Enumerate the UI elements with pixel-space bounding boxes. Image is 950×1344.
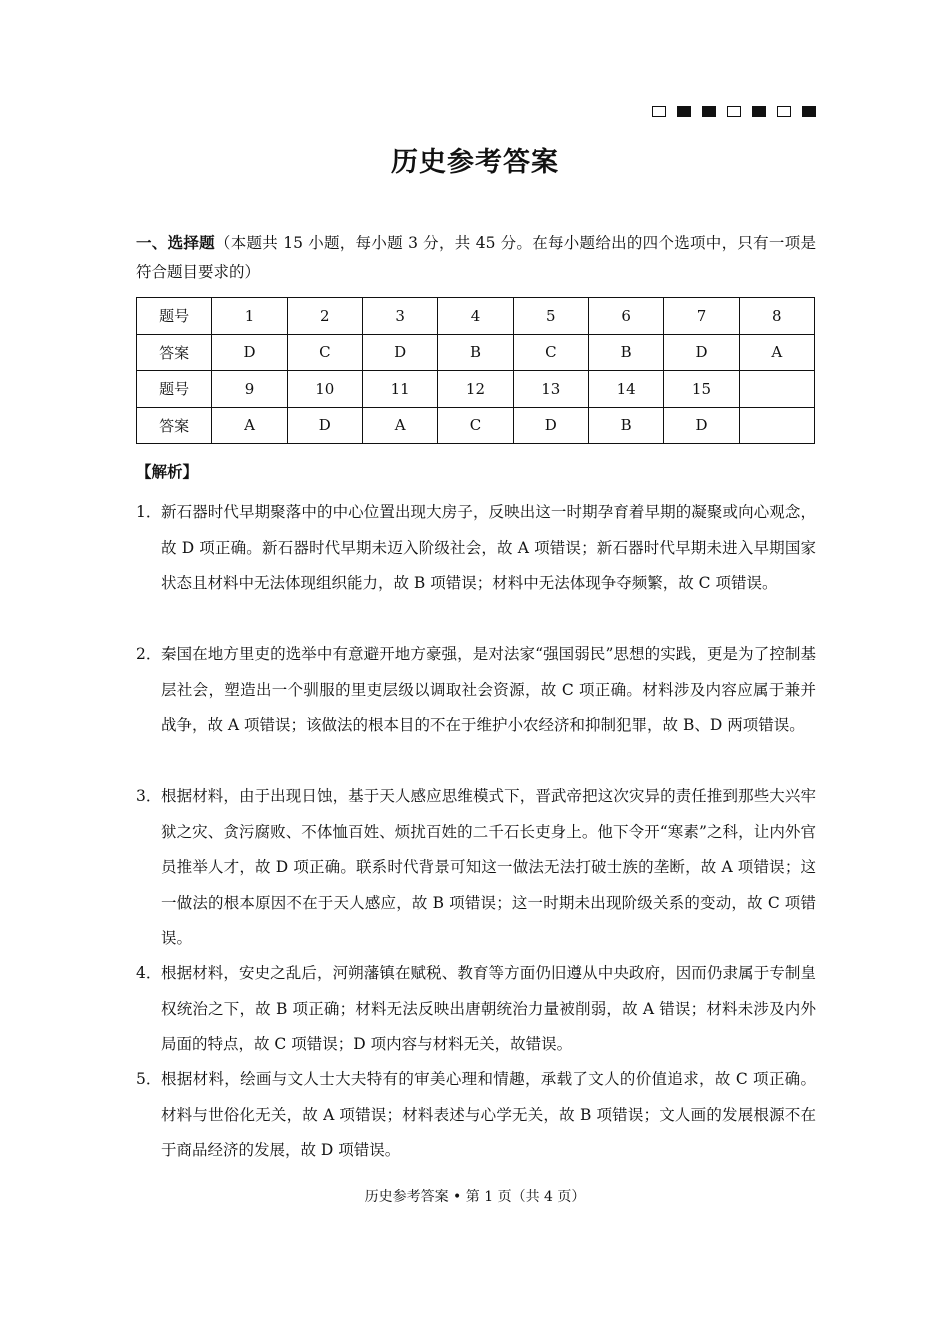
- empty-square-mark: [652, 106, 666, 117]
- table-cell: B: [438, 334, 513, 371]
- section-instructions: [136, 228, 816, 287]
- table-cell: 4: [438, 298, 513, 335]
- table-row-header: 答案: [137, 407, 212, 444]
- header-code-marks: [652, 106, 816, 117]
- table-cell: 2: [287, 298, 362, 335]
- answer-table-row: [137, 407, 815, 444]
- explanation-text: 新石器时代早期聚落中的中心位置出现大房子，反映出这一时期孕育着早期的凝聚或向心观念，故 D 项正确。新石器时代早期未迈入阶级社会，故 A 项错误；新石器时代早期未进入早期国家状态且材料中无法体现组织能力，故 B 项错误；材料中无法体现争夺频繁，故 C 项错误。: [161, 503, 816, 592]
- filled-square-mark: [802, 106, 816, 117]
- explanation-text: 根据材料，由于出现日蚀，基于天人感应思维模式下，晋武帝把这次灾异的责任推到那些大兴牢狱之灾、贪污腐败、不体恤百姓、烦扰百姓的二千石长吏身上。他下令开“寒素”之科，让内外官员推举人才，故 D 项正确。联系时代背景可知这一做法无法打破士族的垄断，故 A 项错误；这一做法的根本原因不在于天人感应，故 B 项错误；这一时期未出现阶级关系的变动，故 C 项错误。: [161, 787, 816, 947]
- explanation-item: [136, 495, 816, 602]
- explanation-item: [136, 956, 816, 1063]
- table-cell: C: [513, 334, 588, 371]
- explanation-item: [136, 637, 816, 744]
- table-cell: 1: [212, 298, 287, 335]
- table-cell: A: [212, 407, 287, 444]
- filled-square-mark: [752, 106, 766, 117]
- section-instruction: （本题共 15 小题，每小题 3 分，共 45 分。在每小题给出的四个选项中，只有一项是符合题目要求的）: [136, 234, 816, 281]
- table-row-header: 题号: [137, 371, 212, 408]
- table-cell: 14: [588, 371, 663, 408]
- table-cell: D: [664, 334, 739, 371]
- table-cell: B: [588, 334, 663, 371]
- table-cell: 9: [212, 371, 287, 408]
- explanation-number: 5．: [136, 1070, 162, 1088]
- table-cell: D: [287, 407, 362, 444]
- explanation-text: 秦国在地方里吏的选举中有意避开地方豪强，是对法家“强国弱民”思想的实践，更是为了控制基层社会，塑造出一个驯服的里吏层级以调取社会资源，故 C 项正确。材料涉及内容应属于兼并战争，故 A 项错误；该做法的根本目的不在于维护小农经济和抑制犯罪，故 B、D 两项错误。: [161, 645, 816, 734]
- explanation-number: 4．: [136, 964, 162, 982]
- filled-square-mark: [702, 106, 716, 117]
- empty-square-mark: [727, 106, 741, 117]
- table-row-header: 题号: [137, 298, 212, 335]
- answer-table-row: [137, 371, 815, 408]
- explanation-number: 3．: [136, 787, 162, 805]
- table-cell: A: [739, 334, 814, 371]
- table-cell: D: [513, 407, 588, 444]
- table-cell: D: [212, 334, 287, 371]
- table-cell: 12: [438, 371, 513, 408]
- table-cell: [739, 407, 814, 444]
- explanation-text: 根据材料，绘画与文人士大夫特有的审美心理和情趣，承载了文人的价值追求，故 C 项正确。材料与世俗化无关，故 A 项错误；材料表述与心学无关，故 B 项错误；文人画的发展根源不在于商品经济的发展，故 D 项错误。: [161, 1070, 816, 1159]
- table-cell: 7: [664, 298, 739, 335]
- table-cell: 8: [739, 298, 814, 335]
- empty-square-mark: [777, 106, 791, 117]
- filled-square-mark: [677, 106, 691, 117]
- table-cell: [739, 371, 814, 408]
- section-heading: 一、选择题: [136, 233, 215, 252]
- table-cell: 6: [588, 298, 663, 335]
- answer-table: [136, 297, 815, 444]
- answer-table-row: [137, 334, 815, 371]
- page-footer: 历史参考答案 • 第 1 页（共 4 页）: [364, 1189, 586, 1205]
- explanation-number: 1．: [136, 503, 162, 521]
- table-cell: D: [664, 407, 739, 444]
- table-row-header: 答案: [137, 334, 212, 371]
- answer-table-row: [137, 298, 815, 335]
- table-cell: D: [362, 334, 437, 371]
- explanation-item: [136, 1062, 816, 1169]
- table-cell: B: [588, 407, 663, 444]
- table-cell: 3: [362, 298, 437, 335]
- table-cell: C: [438, 407, 513, 444]
- analysis-heading: 【解析】: [136, 462, 199, 481]
- table-cell: 15: [664, 371, 739, 408]
- explanation-item: [136, 779, 816, 957]
- table-cell: 11: [362, 371, 437, 408]
- table-cell: A: [362, 407, 437, 444]
- table-cell: 5: [513, 298, 588, 335]
- table-cell: 10: [287, 371, 362, 408]
- page-title: 历史参考答案: [391, 147, 559, 178]
- explanation-text: 根据材料，安史之乱后，河朔藩镇在赋税、教育等方面仍旧遵从中央政府，因而仍隶属于专制皇权统治之下，故 B 项正确；材料无法反映出唐朝统治力量被削弱，故 A 错误；材料未涉及内外局面的特点，故 C 项错误；D 项内容与材料无关，故错误。: [161, 964, 816, 1053]
- explanation-number: 2．: [136, 645, 162, 663]
- table-cell: 13: [513, 371, 588, 408]
- table-cell: C: [287, 334, 362, 371]
